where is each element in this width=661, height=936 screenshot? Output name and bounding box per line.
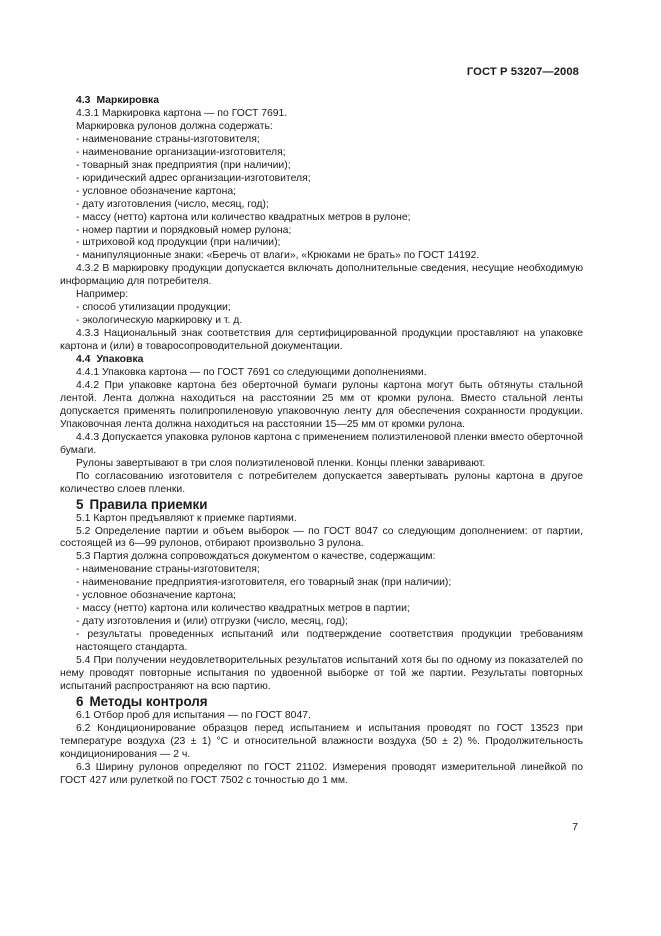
paragraph-5-3: 5.3 Партия должна сопровождаться документом о качестве, содержащим: <box>76 551 436 563</box>
paragraph-4-3-3: 4.3.3 Национальный знак соответствия для сертифицированной продукции проставляют на упаковке картона и (или) в товаросопроводительной документации. <box>60 328 583 353</box>
paragraph-5-4: 5.4 При получении неудовлетворительных результатов испытаний хотя бы по одному из показателей по нему проводят повторные испытания по удвоенной выборке от той же партии. Результаты повторных испытаний распространяют на всю партию. <box>60 655 583 692</box>
section-5-heading: 5 Правила приемки <box>76 496 208 512</box>
section-4-3-heading: 4.3 Маркировка <box>76 95 160 106</box>
paragraph-6-2: 6.2 Кондиционирование образцов перед испытанием и испытания проводят по ГОСТ 13523 при температуре воздуха (23 ± 1) °С и относительной влажности воздуха (50 ± 2) %. Продолжительность кондиционирования — 2 ч. <box>60 722 583 760</box>
list-item: - дату изготовления (число, месяц, год); <box>76 198 269 210</box>
page-number: 7 <box>572 822 578 833</box>
list-item: - результаты проведенных испытаний или подтверждение соответствия продукции требованиям настоящего стандарта. <box>76 629 583 654</box>
list-item: - номер партии и порядковый номер рулона; <box>76 224 292 236</box>
list-item: - экологическую маркировку и т. д. <box>76 315 243 327</box>
paragraph-film-layers: По согласованию изготовителя с потребителем допускается завертывать рулоны картона в другое количество слоев пленки. <box>60 470 583 495</box>
paragraph-5-2: 5.2 Определение партии и объем выборок — по ГОСТ 8047 со следующим дополнением: от партии, состоящей из 6—99 рулонов, отбирают произвольно 3 рулона. <box>60 525 583 550</box>
list-item: - товарный знак предприятия (при наличии); <box>76 159 291 171</box>
quality-document-list <box>60 564 583 655</box>
paragraph-6-3: 6.3 Ширину рулонов определяют по ГОСТ 21102. Измерения проводят измерительной линейкой по ГОСТ 427 или рулеткой по ГОСТ 7502 с точностью до 1 мм. <box>60 761 583 786</box>
list-item: - юридический адрес организации-изготовителя; <box>76 172 311 184</box>
section-6-heading: 6 Методы контроля <box>76 693 208 709</box>
page-content <box>60 95 583 788</box>
paragraph-4-4-3: 4.4.3 Допускается упаковка рулонов картона с применением полиэтиленовой пленки вместо оберточной бумаги. <box>60 431 583 456</box>
list-item: - массу (нетто) картона или количество квадратных метров в партии; <box>76 603 410 615</box>
list-item: - наименование организации-изготовителя; <box>76 146 286 158</box>
paragraph-example: Например: <box>76 289 129 301</box>
paragraph-4-4-1: 4.4.1 Упаковка картона — по ГОСТ 7691 со следующими дополнениями. <box>76 367 427 379</box>
paragraph-5-1: 5.1 Картон предъявляют к приемке партиями. <box>76 512 297 524</box>
list-item: - дату изготовления и (или) отгрузки (число, месяц, год); <box>76 616 348 628</box>
paragraph-4-4-2: 4.4.2 При упаковке картона без оберточной бумаги рулоны картона могут быть обтянуты стальной лентой. Лента должна находиться на расстоянии 25 мм от кромки рулона. Вместо стальной ленты допускается применять полипропиленовую упаковочную ленту для обеспечения сохранности продукции. Упаковочная лента должна находиться на расстоянии 15—25 мм от кромки рулона. <box>60 379 583 430</box>
list-item: - наименование предприятия-изготовителя, его товарный знак (при наличии); <box>76 577 452 589</box>
paragraph-film-wrapping: Рулоны завертывают в три слоя полиэтиленовой пленки. Концы пленки заваривают. <box>76 457 486 469</box>
list-item: - штриховой код продукции (при наличии); <box>76 237 281 249</box>
list-item: - наименование страны-изготовителя; <box>76 564 260 576</box>
standard-header: ГОСТ Р 53207—2008 <box>466 66 579 78</box>
list-item: - манипуляционные знаки: «Беречь от влаги», «Крюками не брать» по ГОСТ 14192. <box>76 250 480 262</box>
paragraph-4-3-1: 4.3.1 Маркировка картона — по ГОСТ 7691. <box>76 107 288 119</box>
section-4-4-heading: 4.4 Упаковка <box>76 354 144 366</box>
paragraph-4-3-2: 4.3.2 В маркировку продукции допускается включать дополнительные сведения, несущие необходимую информацию для потребителя. <box>60 263 583 288</box>
list-item: - наименование страны-изготовителя; <box>76 133 260 145</box>
marking-list <box>60 134 583 264</box>
list-item: - условное обозначение картона; <box>76 590 237 602</box>
paragraph-6-1: 6.1 Отбор проб для испытания — по ГОСТ 8047. <box>76 709 311 721</box>
list-item: - массу (нетто) картона или количество квадратных метров в рулоне; <box>76 211 411 223</box>
list-item: - способ утилизации продукции; <box>76 302 231 314</box>
paragraph-marking-intro: Маркировка рулонов должна содержать: <box>76 120 273 132</box>
list-item: - условное обозначение картона; <box>76 185 237 197</box>
